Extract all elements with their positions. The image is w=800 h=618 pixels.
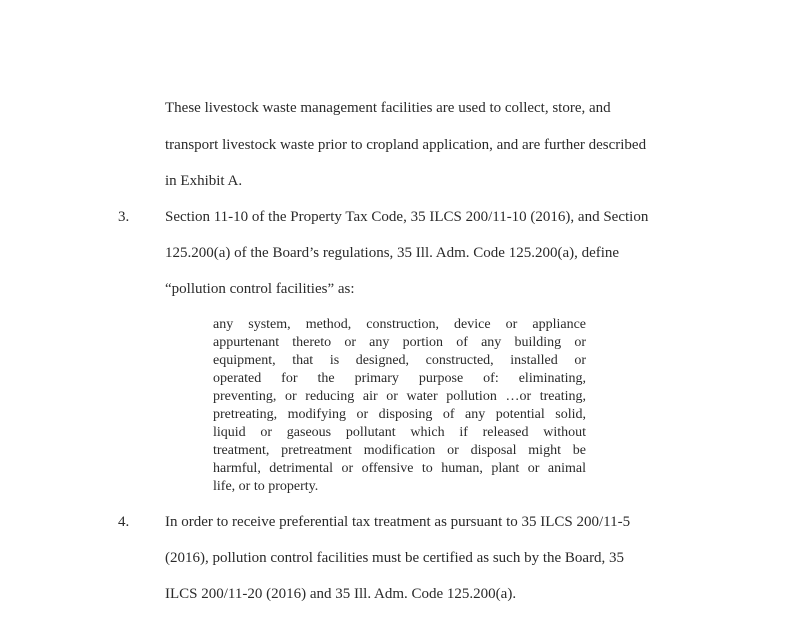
item-3-line-3: “pollution control facilities” as: xyxy=(165,281,355,297)
item-4-line-3: ILCS 200/11-20 (2016) and 35 Ill. Adm. Code 125.200(a). xyxy=(165,586,517,602)
quote-line-9: harmful, detrimental or offensive to human, plant or animal xyxy=(213,461,586,476)
item-4-line-1: In order to receive preferential tax treatment as pursuant to 35 ILCS 200/11-5 xyxy=(165,514,631,530)
quote-line-10: life, or to property. xyxy=(213,479,319,494)
block-quote xyxy=(213,316,586,496)
quote-line-4: operated for the primary purpose of: eliminating, xyxy=(213,371,586,386)
quote-line-8: treatment, pretreatment modification or disposal might be xyxy=(213,443,586,458)
quote-line-7: liquid or gaseous pollutant which if released without xyxy=(213,425,586,440)
intro-line-3: in Exhibit A. xyxy=(165,173,243,189)
item-4-number: 4. xyxy=(118,514,130,530)
quote-line-5: preventing, or reducing air or water pollution …or treating, xyxy=(213,389,586,404)
item-3-number: 3. xyxy=(118,209,130,225)
quote-line-6: pretreating, modifying or disposing of any potential solid, xyxy=(213,407,586,422)
quote-line-2: appurtenant thereto or any portion of any building or xyxy=(213,335,586,350)
item-4-line-2: (2016), pollution control facilities must be certified as such by the Board, 35 xyxy=(165,550,625,566)
item-3-line-1: Section 11-10 of the Property Tax Code, 35 ILCS 200/11-10 (2016), and Section xyxy=(165,209,649,225)
intro-line-2: transport livestock waste prior to cropland application, and are further described xyxy=(165,137,647,153)
item-3-line-2: 125.200(a) of the Board’s regulations, 35 Ill. Adm. Code 125.200(a), define xyxy=(165,245,620,261)
intro-line-1: These livestock waste management facilities are used to collect, store, and xyxy=(165,100,611,116)
quote-line-3: equipment, that is designed, constructed, installed or xyxy=(213,353,586,368)
quote-line-1: any system, method, construction, device or appliance xyxy=(213,317,586,332)
